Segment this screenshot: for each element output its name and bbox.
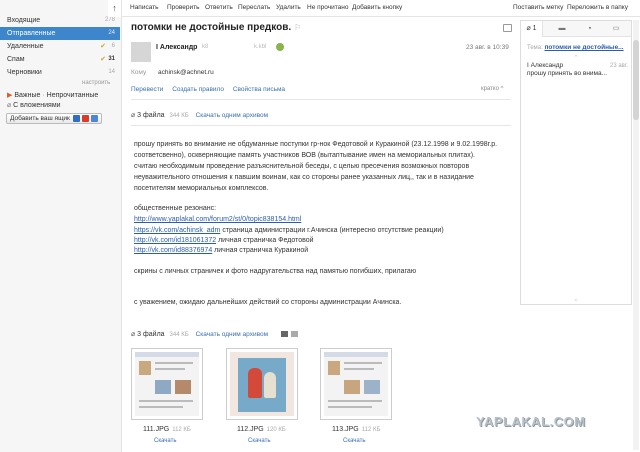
arrow-up-icon[interactable]: ↑ (108, 0, 122, 17)
thread-item-date: 23 авг. (610, 63, 628, 69)
attachment-name (237, 426, 286, 433)
thumb-line (155, 362, 193, 364)
folder-label: Спам (7, 56, 25, 63)
attachment-thumbnail[interactable] (320, 348, 392, 420)
thumb-photo (328, 361, 340, 375)
print-icon[interactable] (503, 24, 512, 32)
tema-value[interactable]: потомки не достойные... (544, 44, 624, 51)
folder-count: 14 (108, 69, 115, 75)
body-line: скрины с личных страничек и фото надругательства над памятью погибших, прилагаю (134, 268, 417, 275)
check-button[interactable]: Проверить (167, 4, 200, 11)
download-archive-link[interactable]: Скачать одним архивом (195, 331, 269, 338)
tab-files[interactable] (605, 21, 627, 37)
label-attachments[interactable]: С вложениями (13, 102, 61, 109)
chevron-up-icon: ^ (500, 86, 504, 92)
paperclip-icon: ⌀ (131, 112, 136, 119)
link-description: личная страничка Куракиной (214, 247, 309, 254)
file-size: 112 КБ (172, 427, 191, 433)
recipient[interactable]: achinsk@achnet.ru (158, 69, 214, 76)
file-size: 120 КБ (266, 427, 286, 433)
paperclip-icon: ⌀ (7, 102, 12, 109)
thread-item-text: прошу принять во внима... (527, 70, 608, 77)
configure-link[interactable]: настроить (82, 80, 111, 86)
contact-icon: ▪ (588, 25, 592, 32)
attachments-header-bottom (131, 330, 268, 338)
chevron-up-icon[interactable]: ⌃ (573, 55, 579, 62)
to-label: Кому (131, 69, 147, 76)
message-icon: ▬ (558, 25, 566, 32)
set-label-button[interactable]: Поставить метку (513, 4, 564, 11)
toolbar (122, 0, 640, 17)
check-icon[interactable]: ✔ (100, 56, 106, 63)
folder-drafts[interactable] (0, 66, 120, 79)
message-date: 23 авг. в 10:39 (466, 44, 509, 51)
thread-item-sender: I Александр (527, 62, 564, 69)
gmail-icon (82, 115, 89, 122)
sidebar (0, 0, 122, 452)
link-description: личная страничка Федотовой (218, 237, 314, 244)
thumb-photo (344, 380, 360, 394)
label-separator: · (42, 92, 45, 99)
folder-deleted[interactable] (0, 40, 120, 53)
mark-unread-button[interactable]: Не прочитано (307, 4, 349, 11)
thumb-bar (135, 352, 199, 357)
thumb-photo (139, 361, 151, 375)
file-name: 111.JPG (143, 426, 170, 433)
move-folder-button[interactable]: Переложить в папку (567, 4, 628, 11)
thumbnail-image (230, 352, 294, 416)
tab-messages[interactable] (551, 21, 573, 37)
body-link-row (134, 237, 314, 244)
tab-count: 1 (532, 25, 537, 32)
attachment-name (332, 426, 380, 433)
file-size: 112 КБ (361, 427, 381, 433)
flag-icon: ▶ (7, 92, 13, 99)
folder-label: Входящие (7, 17, 41, 24)
provider-icon (73, 115, 80, 122)
file-name: 112.JPG (237, 426, 264, 433)
grid-view-icon[interactable] (281, 331, 288, 337)
files-count: 3 файла (137, 112, 165, 119)
sender-name[interactable]: I Александр (156, 44, 198, 51)
files-size: 344 КБ (169, 332, 189, 338)
collapse-label: кратко (481, 86, 499, 92)
forward-button[interactable]: Переслать (238, 4, 271, 11)
list-view-icon[interactable] (291, 331, 298, 337)
attachment-name (143, 426, 191, 433)
attachment-thumbnail[interactable] (226, 348, 298, 420)
link[interactable]: http://www.yaplakal.com/forum2/st/0/topic838154.html (134, 216, 302, 223)
add-mailbox-label: Добавить ваш ящик (10, 115, 70, 122)
tema-label: Тема: (527, 45, 543, 51)
link[interactable]: http://vk.com/id181061372 (134, 237, 217, 244)
body-line: соответсвенно), оскверняющие память участников ВОВ (вытаптывание имен на мемориальных плитах). (134, 152, 475, 159)
delete-button[interactable]: Удалить (276, 4, 301, 11)
folder-sent[interactable] (0, 27, 120, 40)
tab-thread[interactable] (521, 21, 543, 37)
attachments-header-top (131, 111, 268, 119)
sender-extra: k8 (202, 44, 209, 50)
folder-count: 31 (108, 56, 115, 62)
download-link[interactable]: Скачать (343, 438, 366, 444)
thread-panel (520, 20, 632, 305)
thumb-photo (175, 380, 191, 394)
watermark: YAPLAKAL.COM (476, 414, 586, 429)
signature: с уважением, ожидаю дальнейших действий со стороны администрации Ачинска. (134, 299, 402, 306)
body-link-row (134, 227, 444, 234)
body-line: неуважительного отношения к павшим воинам, как со стороны ранее указанных лиц,, так и в назидание (134, 174, 474, 181)
verified-badge-icon (276, 43, 284, 51)
paperclip-icon: ⌀ (526, 25, 531, 32)
photo-figure (248, 368, 262, 398)
folder-label: Отправленные (7, 30, 56, 37)
avatar (131, 42, 151, 62)
divider (131, 99, 511, 100)
thumb-photo (364, 380, 380, 394)
scrollbar-thumb[interactable] (633, 40, 639, 120)
thumb-line (328, 406, 372, 408)
body-line: считаю необходимым проведение разъяснительной беседы, с целью пресечения возможных повторов (134, 163, 470, 170)
body-line: посетителям мемориальных комплексов. (134, 185, 269, 192)
thumb-line (139, 406, 183, 408)
folder-count: 278 (104, 17, 115, 23)
thumb-line (344, 368, 374, 370)
labels-row (7, 91, 98, 99)
properties-link[interactable]: Свойства письма (232, 86, 286, 93)
thumb-line (155, 368, 185, 370)
thumb-line (328, 400, 382, 402)
thread-subject (527, 44, 624, 51)
folder-label: Черновики (7, 69, 42, 76)
sender-kbd: k.kbl (254, 44, 267, 50)
add-mailbox-button[interactable] (6, 113, 102, 124)
message-subject (131, 22, 301, 33)
mailru-icon (91, 115, 98, 122)
thumb-bar (324, 352, 388, 357)
subject-text: потомки не достойные предков. (131, 22, 292, 33)
folder-spam[interactable] (0, 53, 120, 66)
labels-row-2 (7, 101, 61, 109)
tab-contacts[interactable] (579, 21, 601, 37)
paperclip-icon: ⌀ (131, 331, 136, 338)
attachment-thumbnail[interactable] (131, 348, 203, 420)
label-unread[interactable]: Непрочитанные (46, 92, 99, 99)
folder-inbox[interactable] (0, 14, 120, 27)
thumb-photo (155, 380, 171, 394)
body-link-row (134, 216, 301, 223)
photo-figure (264, 372, 276, 398)
body-link-row (134, 247, 308, 254)
photo-bg (238, 358, 286, 412)
link-description: страница администрации г.Ачинска (интересно отсутствие реакции) (222, 227, 444, 234)
chevron-down-icon[interactable]: ⌄ (573, 296, 579, 303)
divider (131, 125, 511, 126)
thread-tabs (521, 21, 631, 37)
thumbnail-image (135, 352, 199, 416)
label-important[interactable]: Важные (14, 92, 41, 99)
resonance-label: общественные резонанс: (134, 205, 217, 212)
thumb-line (344, 362, 382, 364)
reply-button[interactable]: Ответить (205, 4, 233, 11)
folder-count: 24 (108, 30, 115, 36)
body-line: прошу принять во внимание не обдуманные поступки гр-нок Федотовой и Куракиной (23.12.1998 и 9.02.1998г.р. (134, 141, 498, 148)
write-button[interactable]: Написать (130, 4, 159, 11)
thumb-line (139, 400, 193, 402)
message-actions (131, 86, 292, 93)
collapse-toggle[interactable] (481, 86, 503, 92)
download-link[interactable]: Скачать (154, 438, 177, 444)
check-icon[interactable]: ✔ (100, 43, 106, 50)
folder-count: 6 (111, 43, 115, 49)
create-rule-link[interactable]: Создать правило (172, 86, 225, 93)
translate-link[interactable]: Перевести (131, 86, 164, 93)
download-link[interactable]: Скачать (248, 438, 271, 444)
flag-icon[interactable]: ⚐ (294, 23, 302, 32)
link[interactable]: https://vk.com/achinsk_adm (134, 227, 221, 234)
files-icon: ▭ (612, 25, 620, 32)
files-count: 3 файла (137, 331, 165, 338)
link[interactable]: http://vk.com/id88376974 (134, 247, 213, 254)
folder-label: Удаленные (7, 43, 44, 50)
file-name: 113.JPG (332, 426, 359, 433)
thumbnail-image (324, 352, 388, 416)
download-archive-link[interactable]: Скачать одним архивом (195, 112, 269, 119)
add-folder-button[interactable]: Добавить кнопку (352, 4, 403, 11)
files-size: 344 КБ (169, 113, 189, 119)
